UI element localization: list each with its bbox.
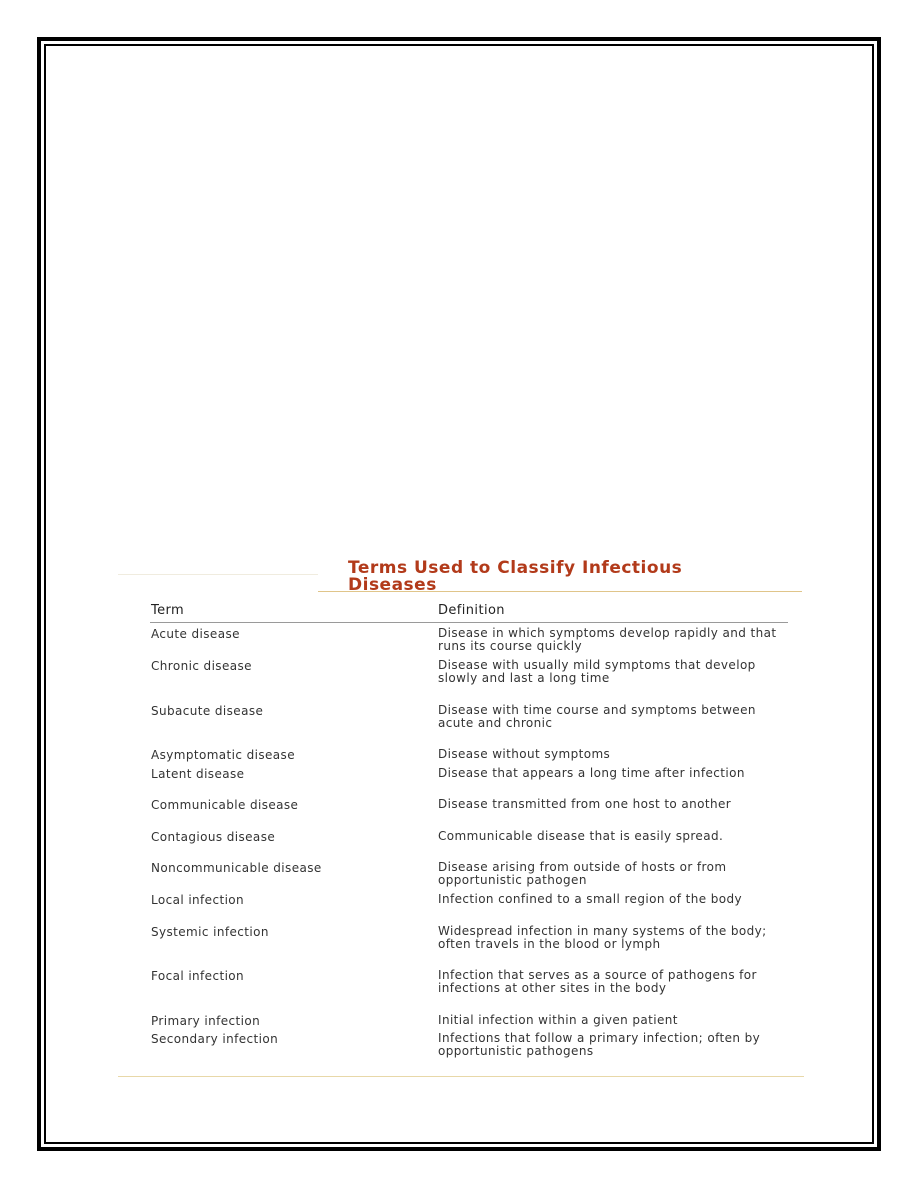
definition-cell: Disease with usually mild symptoms that develop slowly and last a long time	[438, 658, 756, 686]
term-cell: Subacute disease	[151, 704, 264, 718]
term-cell: Communicable disease	[151, 798, 299, 812]
term-cell: Focal infection	[151, 969, 245, 983]
definition-cell: Disease that appears a long time after infection	[438, 766, 745, 780]
definition-cell: Disease with time course and symptoms between acute and chronic	[438, 703, 756, 731]
table-title-line1: Terms Used to Classify Infectious	[348, 558, 683, 578]
term-cell: Asymptomatic disease	[151, 748, 295, 762]
definition-cell: Initial infection within a given patient	[438, 1013, 678, 1027]
term-cell: Contagious disease	[151, 830, 276, 844]
term-cell: Noncommunicable disease	[151, 861, 322, 875]
decorative-rule	[118, 574, 318, 575]
definition-cell: Disease transmitted from one host to another	[438, 797, 732, 811]
definition-cell: Disease arising from outside of hosts or from opportunistic pathogen	[438, 860, 727, 888]
header-definition: Definition	[438, 603, 505, 618]
term-cell: Primary infection	[151, 1014, 261, 1028]
table-title-line2: Diseases	[348, 575, 437, 595]
definition-cell: Infection confined to a small region of the body	[438, 892, 743, 906]
definition-cell: Disease in which symptoms develop rapidly and that runs its course quickly	[438, 626, 777, 654]
definition-cell: Infections that follow a primary infection; often by opportunistic pathogens	[438, 1031, 761, 1059]
term-cell: Chronic disease	[151, 659, 252, 673]
term-cell: Local infection	[151, 893, 245, 907]
term-cell: Secondary infection	[151, 1032, 279, 1046]
term-cell: Latent disease	[151, 767, 245, 781]
title-rule	[318, 591, 802, 592]
header-term: Term	[151, 603, 185, 618]
definition-cell: Infection that serves as a source of pathogens for infections at other sites in the body	[438, 968, 757, 996]
definition-cell: Disease without symptoms	[438, 747, 611, 761]
definition-cell: Communicable disease that is easily spread.	[438, 829, 724, 843]
term-cell: Acute disease	[151, 627, 240, 641]
term-cell: Systemic infection	[151, 925, 269, 939]
header-rule	[150, 622, 788, 623]
bottom-rule	[118, 1076, 804, 1077]
definition-cell: Widespread infection in many systems of the body; often travels in the blood or lymph	[438, 924, 767, 952]
table-title	[348, 560, 682, 594]
